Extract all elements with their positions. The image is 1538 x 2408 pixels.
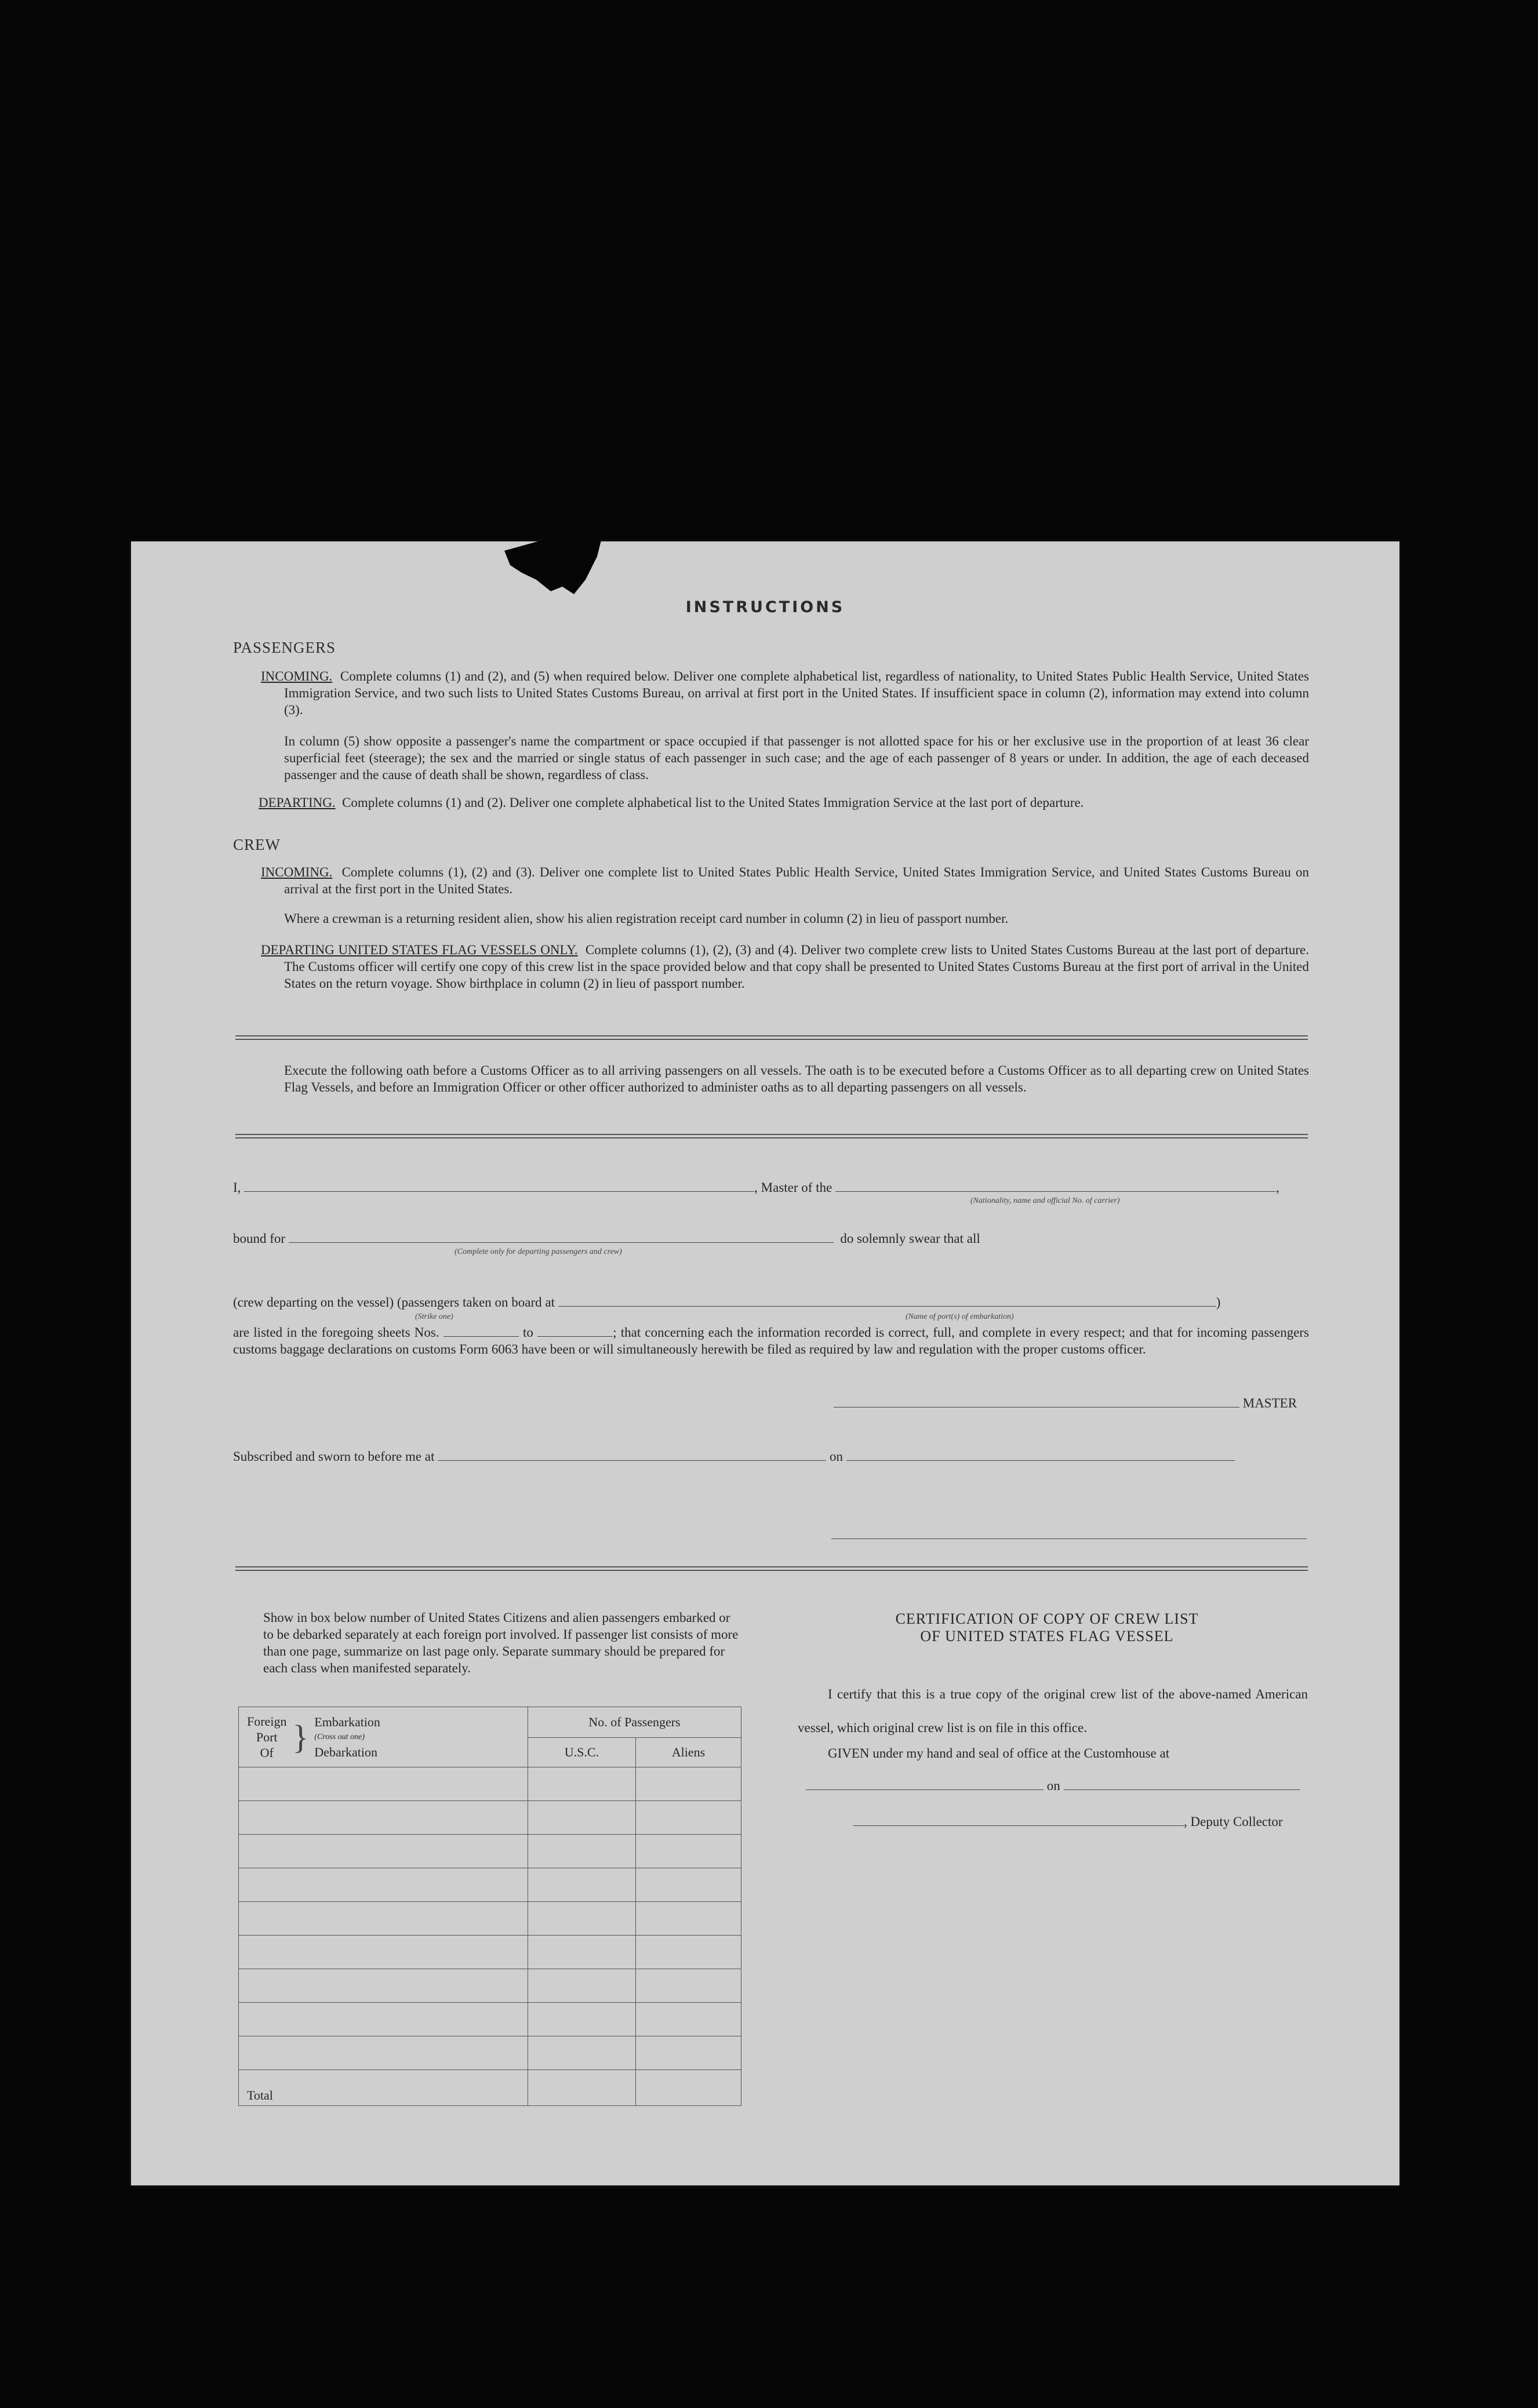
passengers-column5-paragraph: In column (5) show opposite a passenger's name the compartment or space occupied if that passenger is not allotted space for his or her exclusive use in the proportion of at least 36 clear superficial feet (steerage); the sex and the married or single status of each passenger in such case; and the age of each passenger of 8 years or under. In addition, the age of each deceased passenger and the cause of death shall be shown, regardless of class. (284, 734, 1309, 782)
table-row (239, 1902, 741, 1936)
sheet-from-field[interactable] (443, 1326, 519, 1337)
aliens-cell[interactable] (635, 2003, 741, 2036)
usc-cell[interactable] (528, 2036, 636, 2070)
aliens-cell[interactable] (635, 1801, 741, 1835)
customhouse-field[interactable] (806, 1779, 1043, 1790)
master-line: I, , Master of the , (233, 1180, 1279, 1195)
table-row (239, 1767, 741, 1801)
usc-cell[interactable] (528, 1767, 636, 1801)
divider-rule (235, 1039, 1308, 1040)
divider-rule (235, 1134, 1308, 1135)
deputy-label: , Deputy Collector (1184, 1814, 1283, 1829)
swear-text: do solemnly swear that all (840, 1231, 980, 1246)
sheet-to-field[interactable] (537, 1326, 613, 1337)
master-signature-line (834, 1396, 1297, 1411)
usc-cell[interactable] (528, 1835, 636, 1868)
no-of-passengers-header: No. of Passengers (528, 1707, 741, 1738)
officer-signature-field[interactable] (831, 1538, 1307, 1539)
oath-instruction: Execute the following oath before a Customs Officer as to all arriving passengers on all vessels. The oath is to be executed before a Customs Officer as to all departing crew on United States Flag Vessels, and before an Immigration Officer or other officer authorized to administer oaths as to all departing passengers on all vessels. (284, 1063, 1309, 1094)
port-cell[interactable] (239, 1936, 528, 1969)
embarkation-label: Embarkation (314, 1714, 380, 1729)
port-cell[interactable] (239, 2003, 528, 2036)
bound-for-line (233, 1231, 1311, 1246)
aliens-cell[interactable] (635, 1835, 741, 1868)
aliens-cell[interactable] (635, 1969, 741, 2003)
usc-cell[interactable] (528, 1902, 636, 1936)
port-cell[interactable] (239, 1969, 528, 2003)
brace-icon: } (292, 1718, 309, 1756)
port-cell[interactable] (239, 1868, 528, 1902)
crew-departing-label: DEPARTING UNITED STATES FLAG VESSELS ONLY. (261, 943, 578, 957)
port-cell[interactable] (239, 1801, 528, 1835)
deputy-signature-field[interactable] (853, 1815, 1184, 1826)
bound-for-field[interactable] (289, 1232, 834, 1243)
foreign-port-header (239, 1707, 528, 1767)
aliens-header: Aliens (635, 1738, 741, 1767)
crew-passengers-label: (crew departing on the vessel) (passengers taken on board at (233, 1295, 555, 1310)
table-row (239, 2036, 741, 2070)
aliens-cell[interactable] (635, 1902, 741, 1936)
torn-corner (504, 533, 620, 609)
subscribed-date-field[interactable] (846, 1450, 1235, 1461)
to-label: to (523, 1325, 533, 1340)
crew-incoming-text: Complete columns (1), (2) and (3). Deliver one complete list to United States Public Health Service, United States Immigration Service, and United States Customs Bureau on arrival at the first port in the United States. (284, 865, 1310, 896)
passengers-heading: PASSENGERS (233, 639, 336, 656)
subscribed-place-field[interactable] (438, 1450, 826, 1461)
close-paren: ) (1216, 1295, 1221, 1310)
crew-departing-text: Complete columns (1), (2), (3) and (4). Deliver two complete crew lists to United States Customs Bureau at the last port of departure. The Customs officer will certify one copy of this crew list in the space provided below and that copy shall be presented to United States Customs Bureau at the first port of arrival in the United States on the return voyage. Show birthplace in column (2) in lieu of passport number. (284, 943, 1310, 991)
aliens-cell[interactable] (635, 2036, 741, 2070)
crew-passengers-line (233, 1295, 1311, 1310)
usc-cell[interactable] (528, 1868, 636, 1902)
table-row (239, 1936, 741, 1969)
crew-heading: CREW (233, 836, 281, 853)
strike-one-caption: (Strike one) (415, 1312, 453, 1321)
page-title: INSTRUCTIONS (685, 598, 845, 616)
carrier-field[interactable] (835, 1181, 1276, 1192)
bound-for-label: bound for (233, 1231, 286, 1246)
passengers-incoming-paragraph (261, 668, 1310, 718)
port-cell[interactable] (239, 1767, 528, 1801)
master-label: MASTER (1242, 1396, 1297, 1410)
subscribed-label: Subscribed and sworn to before me at (233, 1449, 435, 1464)
certification-date-field[interactable] (1064, 1779, 1300, 1790)
usc-cell[interactable] (528, 2003, 636, 2036)
master-signature-field[interactable] (834, 1396, 1239, 1407)
crew-incoming-paragraph (261, 864, 1310, 897)
debarkation-label: Debarkation (314, 1744, 378, 1759)
port-cell[interactable] (239, 1902, 528, 1936)
subscribed-line (233, 1449, 1311, 1464)
given-text: GIVEN under my hand and seal of office at the Customhouse at (828, 1746, 1170, 1760)
certification-title-1: CERTIFICATION OF COPY OF CREW LIST (895, 1610, 1199, 1627)
listed-paragraph (233, 1324, 1309, 1358)
subscribed-on-label: on (829, 1449, 843, 1464)
port-cell[interactable] (239, 1835, 528, 1868)
divider-rule (235, 1137, 1308, 1138)
carrier-caption: (Nationality, name and official No. of carrier) (970, 1196, 1120, 1205)
listed-text-1: are listed in the foregoing sheets Nos. (233, 1325, 439, 1340)
aliens-cell[interactable] (635, 1767, 741, 1801)
form-sheet (131, 541, 1399, 2185)
table-row (239, 1868, 741, 1902)
master-of-label: , Master of the (754, 1180, 832, 1195)
divider-rule (235, 1035, 1308, 1036)
ports-caption: (Name of port(s) of embarkation) (906, 1312, 1014, 1321)
embarkation-ports-field[interactable] (558, 1296, 1216, 1307)
passenger-summary-table (238, 1707, 741, 2106)
total-row (239, 2070, 741, 2106)
passengers-incoming-text: Complete columns (1) and (2), and (5) when required below. Deliver one complete alphabetical list, regardless of nationality, to United States Public Health Service, United States Immigration Service, and two such lists to United States Customs Bureau, on arrival at first port in the United States. If insufficient space in column (2), information may extend into column (3). (284, 669, 1310, 717)
crew-departing-paragraph (261, 941, 1310, 992)
cross-out-label: (Cross out one) (314, 1732, 365, 1741)
i-label: I, (233, 1180, 241, 1195)
divider-rule (235, 1570, 1308, 1571)
usc-cell[interactable] (528, 1801, 636, 1835)
usc-total-cell[interactable] (528, 2070, 636, 2106)
usc-cell[interactable] (528, 1936, 636, 1969)
table-row (239, 1801, 741, 1835)
usc-header: U.S.C. (528, 1738, 636, 1767)
table-row (239, 2003, 741, 2036)
aliens-total-cell[interactable] (635, 2070, 741, 2106)
aliens-cell[interactable] (635, 1936, 741, 1969)
total-label: Total (239, 2070, 528, 2106)
summary-instruction: Show in box below number of United States Citizens and alien passengers embarked or to be debarked separately at each foreign port involved. If passenger list consists of more than one page, summarize on last page only. Separate summary should be prepared for each class when manifested separately. (263, 1610, 739, 1675)
certification-title (786, 1610, 1308, 1645)
passengers-incoming-label: INCOMING. (261, 669, 333, 683)
passengers-departing-text: Complete columns (1) and (2). Deliver one complete alphabetical list to the United States Immigration Service at the last port of departure. (342, 795, 1084, 810)
passengers-departing-paragraph (259, 794, 1309, 811)
master-name-field[interactable] (244, 1181, 754, 1192)
certification-title-2: OF UNITED STATES FLAG VESSEL (920, 1628, 1174, 1645)
certification-on-label: on (1046, 1778, 1060, 1793)
certify-text: I certify that this is a true copy of the original crew list of the above-named American vessel, which original crew list is on file in this office. (798, 1687, 1308, 1735)
divider-rule (235, 1566, 1308, 1567)
crew-resident-paragraph: Where a crewman is a returning resident alien, show his alien registration receipt card number in column (2) in lieu of passport number. (284, 911, 1009, 926)
deputy-line (853, 1814, 1283, 1829)
passengers-departing-label: DEPARTING. (259, 795, 336, 810)
customhouse-line (806, 1778, 1310, 1794)
table-row (239, 1835, 741, 1868)
listed-text-2: ; that concerning each the information recorded is correct, full, and complete in every respect; and that for incoming passengers customs baggage declarations on customs Form 6063 have been or will simultaneously herewith be filed as required by law and regulation with the proper customs officer. (233, 1325, 1310, 1356)
foreign-port-label: Foreign Port Of (247, 1714, 287, 1760)
aliens-cell[interactable] (635, 1868, 741, 1902)
usc-cell[interactable] (528, 1969, 636, 2003)
port-cell[interactable] (239, 2036, 528, 2070)
table-row (239, 1969, 741, 2003)
crew-incoming-label: INCOMING. (261, 865, 333, 879)
bound-caption: (Complete only for departing passengers and crew) (455, 1247, 622, 1256)
